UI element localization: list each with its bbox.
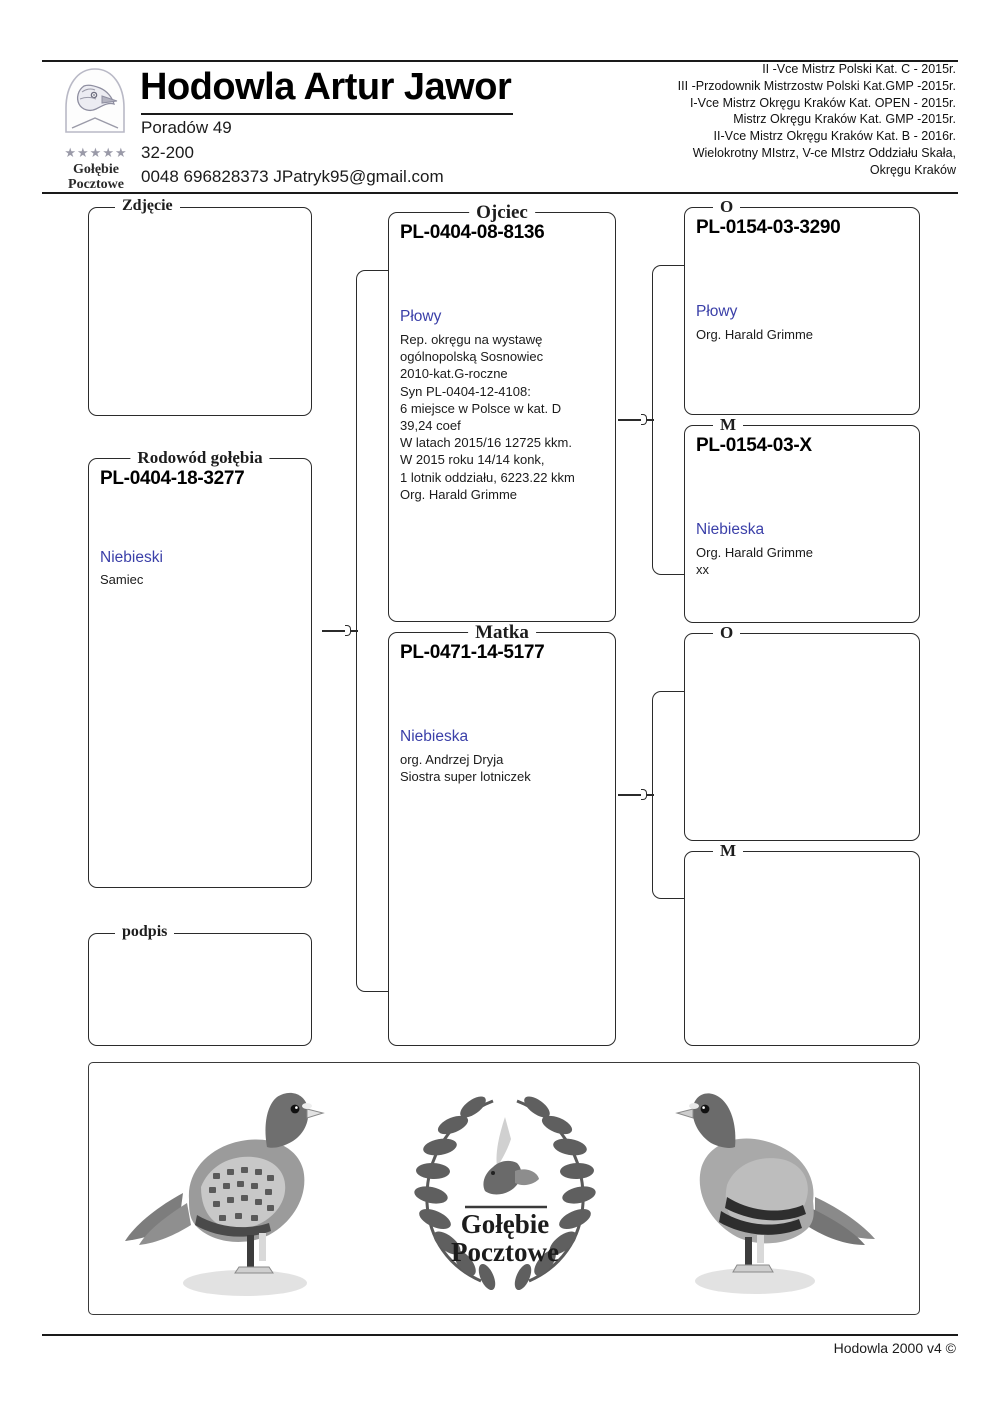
note-line: W 2015 roku 14/14 konk, bbox=[400, 452, 545, 468]
brand-logo bbox=[48, 64, 144, 192]
paternal-grandfather-ring-number: PL-0154-03-3290 bbox=[696, 217, 841, 238]
father-box[interactable] bbox=[388, 202, 616, 622]
subject-pigeon-box[interactable] bbox=[88, 448, 312, 888]
connector-self-knob bbox=[345, 625, 351, 636]
address-line-2: 32-200 bbox=[141, 143, 194, 162]
signature-box-legend: podpis bbox=[115, 923, 174, 941]
logo-name-line1: Gołębie bbox=[73, 162, 119, 177]
svg-text:Pocztowe: Pocztowe bbox=[451, 1237, 559, 1267]
achievements-list bbox=[566, 61, 956, 179]
title-underline bbox=[141, 113, 513, 115]
paternal-grandfather-color: Płowy bbox=[696, 303, 738, 320]
subject-color: Niebieski bbox=[100, 549, 163, 566]
mother-box[interactable] bbox=[388, 622, 616, 1046]
achievement-item: I-Vce Mistrz Okręgu Kraków Kat. OPEN - 2015r. bbox=[689, 95, 956, 110]
subject-notes bbox=[100, 571, 303, 588]
father-notes bbox=[400, 331, 607, 503]
note-line: 39,24 coef bbox=[400, 418, 461, 434]
note-line: Org. Harald Grimme bbox=[696, 545, 814, 560]
page-title: Hodowla Artur Jawor bbox=[140, 66, 512, 108]
footer-rule bbox=[42, 1334, 958, 1336]
connector-self-to-parents bbox=[356, 270, 390, 992]
note-line: org. Andrzej Dryja bbox=[400, 752, 504, 767]
paternal-grandfather-legend: O bbox=[713, 197, 740, 217]
maternal-grandmother-legend: M bbox=[713, 841, 743, 861]
achievement-item: Mistrz Okręgu Kraków Kat. GMP -2015r. bbox=[733, 112, 956, 127]
paternal-grandfather-notes bbox=[696, 326, 911, 343]
connector-father-stub bbox=[618, 419, 654, 421]
subject-ring-number: PL-0404-18-3277 bbox=[100, 468, 245, 489]
bottom-image-panel bbox=[88, 1062, 920, 1315]
paternal-grandmother-legend: M bbox=[713, 415, 743, 435]
svg-text:Gołębie: Gołębie bbox=[460, 1209, 550, 1239]
note-line: W latach 2015/16 12725 kkm. bbox=[400, 435, 572, 451]
father-box-legend: Ojciec bbox=[469, 202, 535, 224]
pigeon-photo-right bbox=[637, 1075, 887, 1303]
mother-box-legend: Matka bbox=[468, 622, 536, 644]
photo-box-legend: Zdjęcie bbox=[115, 197, 180, 215]
footer-text: Hodowla 2000 v4 © bbox=[833, 1340, 956, 1356]
laurel-wreath-pigeon-emblem bbox=[389, 1081, 621, 1299]
achievement-item: II-Vce Mistrz Okręgu Kraków Kat. B - 2016r. bbox=[713, 129, 956, 144]
connector-father-knob bbox=[641, 414, 647, 425]
father-ring-number: PL-0404-08-8136 bbox=[400, 222, 545, 243]
paternal-grandmother-box[interactable] bbox=[684, 415, 920, 623]
signature-box[interactable] bbox=[88, 923, 312, 1046]
logo-name-line2: Pocztowe bbox=[68, 177, 124, 192]
note-line: 1 lotnik oddziału, 6223.22 kkm bbox=[400, 469, 575, 485]
note-line: 2010-kat.G-roczne bbox=[400, 366, 508, 382]
maternal-grandfather-legend: O bbox=[713, 623, 740, 643]
note-line: Org. Harald Grimme bbox=[400, 486, 518, 502]
note-line: Org. Harald Grimme bbox=[696, 327, 814, 342]
pigeon-head-shield-icon bbox=[62, 66, 128, 144]
note-line: 6 miejsce w Polsce w kat. D bbox=[400, 400, 562, 416]
photo-box[interactable] bbox=[88, 197, 312, 416]
paternal-grandmother-notes bbox=[696, 544, 911, 578]
note-line: xx bbox=[696, 562, 709, 578]
mother-ring-number: PL-0471-14-5177 bbox=[400, 642, 545, 663]
paternal-grandfather-box[interactable] bbox=[684, 197, 920, 415]
pigeon-photo-left bbox=[117, 1075, 367, 1303]
maternal-grandfather-box[interactable] bbox=[684, 623, 920, 841]
connector-self-stub bbox=[322, 630, 358, 632]
achievement-item: Wielokrotny MIstrz, V-ce MIstrz Oddziału Skała, bbox=[692, 145, 956, 160]
connector-father-to-grandparents bbox=[652, 265, 686, 575]
achievement-item: Okręgu Kraków bbox=[869, 162, 956, 177]
father-color: Płowy bbox=[400, 308, 442, 325]
paternal-grandmother-color: Niebieska bbox=[696, 521, 765, 538]
address-line-3: 0048 696828373 JPatryk95@gmail.com bbox=[141, 167, 444, 186]
note-line: Samiec bbox=[100, 572, 144, 587]
note-line: ogólnopolską Sosnowiec bbox=[400, 349, 544, 365]
mother-color: Niebieska bbox=[400, 728, 469, 745]
connector-mother-knob bbox=[641, 789, 647, 800]
achievement-item: III -Przodownik Mistrzostw Polski Kat.GMP -2015r. bbox=[677, 78, 956, 93]
note-line: Siostra super lotniczek bbox=[400, 769, 531, 785]
achievement-item: II -Vce Mistrz Polski Kat. C - 2015r. bbox=[762, 62, 956, 76]
maternal-grandmother-box[interactable] bbox=[684, 841, 920, 1046]
mother-notes bbox=[400, 751, 607, 785]
address-line-1: Poradów 49 bbox=[141, 118, 232, 137]
paternal-grandmother-ring-number: PL-0154-03-X bbox=[696, 435, 812, 456]
subject-box-legend: Rodowód gołębia bbox=[130, 448, 269, 468]
note-line: Rep. okręgu na wystawę bbox=[400, 332, 543, 347]
logo-name bbox=[48, 162, 144, 192]
logo-stars: ★★★★★ bbox=[64, 145, 128, 160]
note-line: Syn PL-0404-12-4108: bbox=[400, 383, 531, 399]
connector-mother-to-grandparents bbox=[652, 691, 686, 899]
connector-mother-stub bbox=[618, 794, 654, 796]
header-bottom-rule bbox=[42, 192, 958, 194]
